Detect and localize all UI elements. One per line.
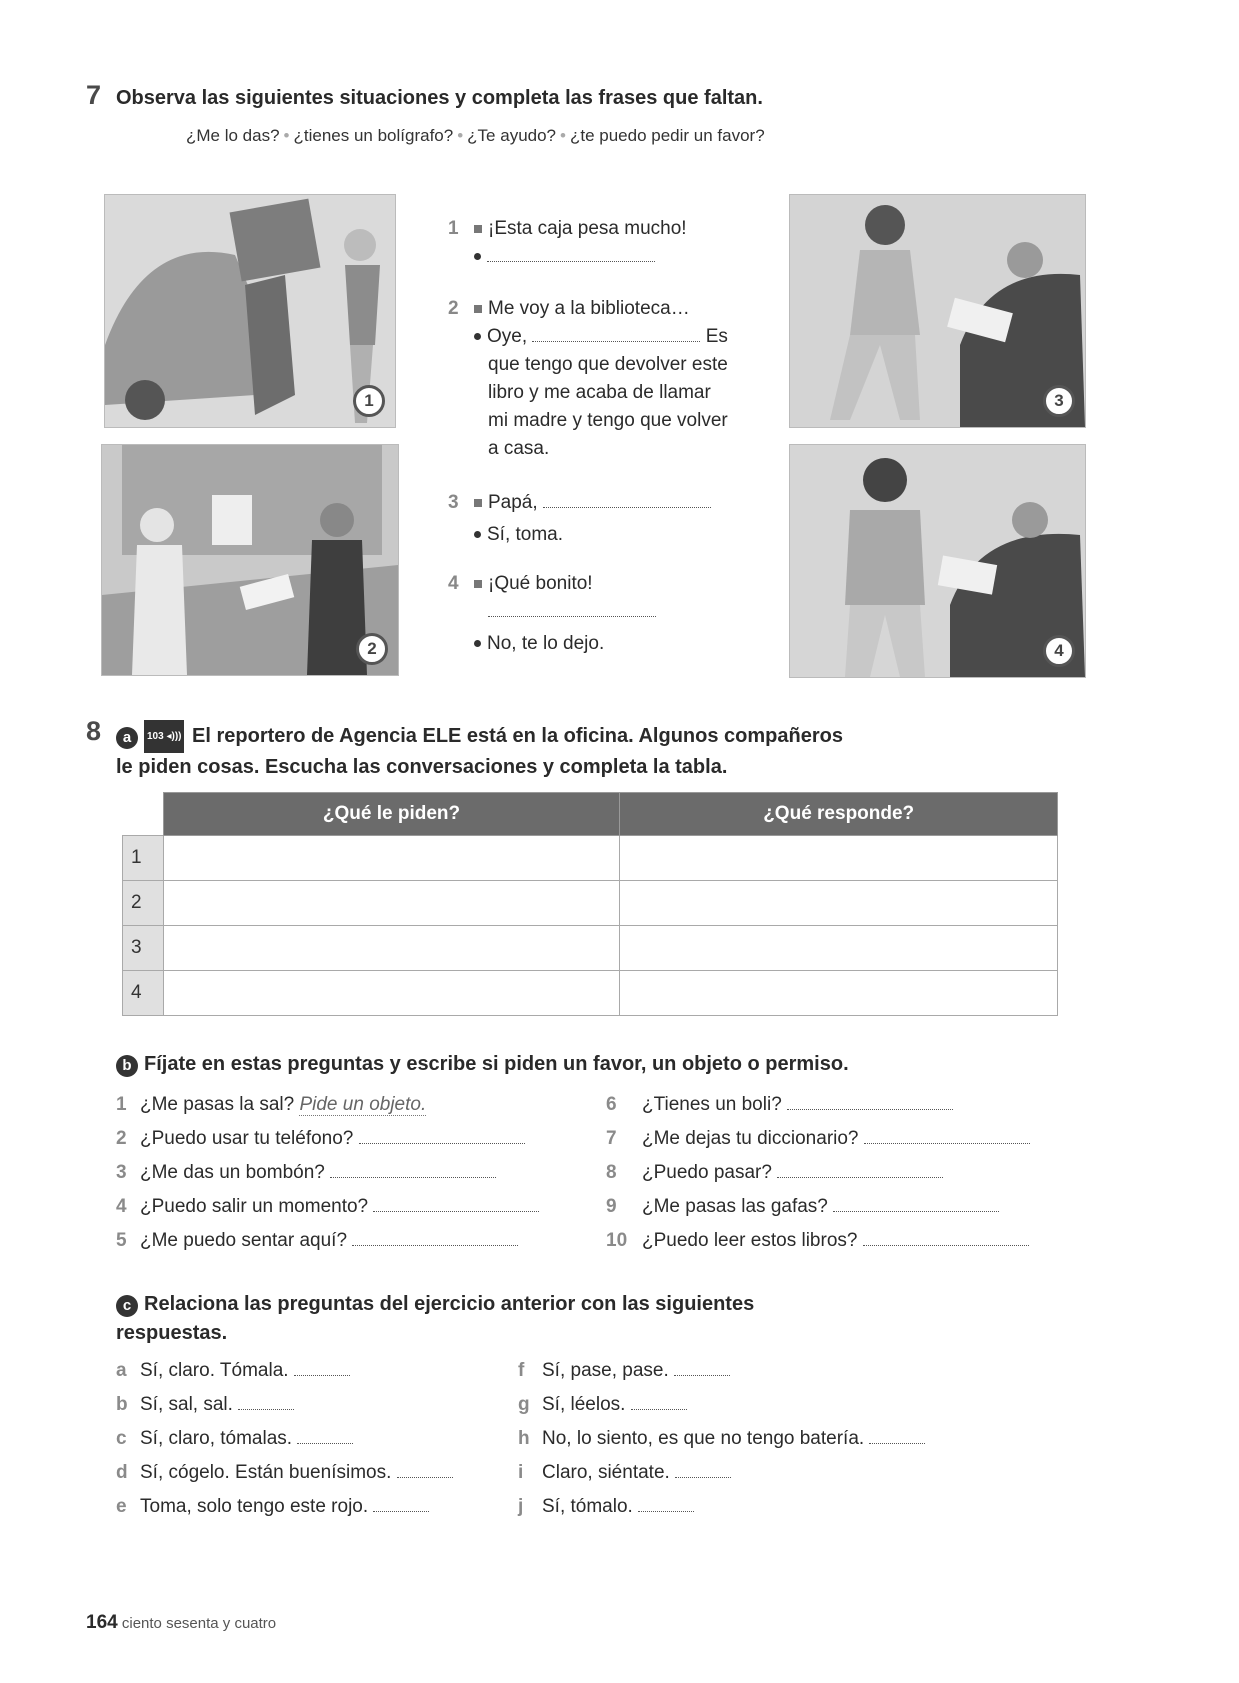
answer-blank[interactable] xyxy=(297,1442,353,1444)
responses-right xyxy=(518,1354,1078,1524)
table-cell-input[interactable] xyxy=(163,926,620,971)
part-b-letter: b xyxy=(116,1055,138,1077)
question-text: ¿Me dejas tu diccionario? xyxy=(642,1128,859,1149)
illustration-number-badge: 2 xyxy=(356,633,388,665)
answer-blank[interactable] xyxy=(869,1442,925,1444)
dialogue-number: 1 xyxy=(448,218,459,239)
table-cell-input[interactable] xyxy=(163,836,620,881)
page-number: 164 xyxy=(86,1612,118,1633)
instruction-text: Fíjate en estas preguntas y escribe si piden un favor, un objeto o permiso. xyxy=(144,1053,849,1075)
list-item: a Sí, claro. Tómala. xyxy=(116,1354,516,1388)
table-cell-input[interactable] xyxy=(620,926,1058,971)
answer-blank[interactable] xyxy=(833,1210,999,1212)
answer-blank[interactable] xyxy=(787,1108,953,1110)
question-text: ¿Puedo leer estos libros? xyxy=(642,1230,858,1251)
illustration-number-badge: 1 xyxy=(353,385,385,417)
exercise-8-number: 8 xyxy=(86,716,102,746)
answer-blank[interactable] xyxy=(638,1510,694,1512)
table-cell-input[interactable] xyxy=(620,836,1058,881)
instruction-line: El reportero de Agencia ELE está en la oficina. Algunos compañeros xyxy=(192,724,843,747)
answer-blank[interactable] xyxy=(294,1374,350,1376)
question-text: ¿Puedo salir un momento? xyxy=(140,1196,369,1217)
word-bank-item: ¿Te ayudo? xyxy=(467,126,557,145)
answer-blank[interactable] xyxy=(487,260,655,262)
list-item: 6 ¿Tienes un boli? xyxy=(606,1088,1106,1122)
list-item: 7 ¿Me dejas tu diccionario? xyxy=(606,1122,1106,1156)
question-text: ¿Puedo pasar? xyxy=(642,1162,772,1183)
answer-blank[interactable] xyxy=(864,1142,1030,1144)
word-bank-item: ¿te puedo pedir un favor? xyxy=(569,126,765,145)
list-item: f Sí, pase, pase. xyxy=(518,1354,1078,1388)
audio-icon[interactable]: 103 ◂))) xyxy=(144,720,184,753)
answer-blank[interactable] xyxy=(777,1176,943,1178)
response-text: Sí, tómalo. xyxy=(542,1496,633,1517)
table-row xyxy=(123,881,1058,926)
dialogue-number: 3 xyxy=(448,492,459,513)
dialogue-line: Sí, toma. xyxy=(487,524,564,545)
question-text: ¿Me pasas la sal? xyxy=(140,1094,295,1115)
dialogue-line: libro y me acaba de llamar xyxy=(488,382,711,403)
answer-blank[interactable] xyxy=(352,1244,518,1246)
illustration-4-asking-permission xyxy=(789,444,1086,678)
row-number: 4 xyxy=(123,971,164,1016)
list-item: 4 ¿Puedo salir un momento? xyxy=(116,1190,576,1224)
page-number-words: ciento sesenta y cuatro xyxy=(121,1615,277,1632)
dialogue-line: ¡Esta caja pesa mucho! xyxy=(488,218,687,239)
dialogue-line: Me voy a la biblioteca… xyxy=(488,298,690,319)
illustration-3-pen-request xyxy=(789,194,1086,428)
answer-blank[interactable] xyxy=(675,1476,731,1478)
answer-blank[interactable] xyxy=(373,1510,429,1512)
word-bank-item: ¿tienes un bolígrafo? xyxy=(293,126,454,145)
illustration-number-badge: 4 xyxy=(1043,635,1075,667)
instruction-line: respuestas. xyxy=(116,1322,228,1344)
example-answer: Pide un objeto. xyxy=(299,1094,427,1115)
response-text: Sí, sal, sal. xyxy=(140,1394,233,1415)
questions-right xyxy=(606,1088,1106,1258)
page-footer xyxy=(86,1612,276,1634)
response-text: Claro, siéntate. xyxy=(542,1462,670,1483)
exercise-8c-instruction xyxy=(116,1290,876,1348)
word-bank-item: ¿Me lo das? xyxy=(186,126,280,145)
dialogue-4 xyxy=(448,570,768,658)
question-text: ¿Tienes un boli? xyxy=(642,1094,782,1115)
illustration-2-library xyxy=(101,444,399,676)
list-item: 10 ¿Puedo leer estos libros? xyxy=(606,1224,1106,1258)
illustration-number-badge: 3 xyxy=(1043,385,1075,417)
list-item: i Claro, siéntate. xyxy=(518,1456,1078,1490)
dialogue-number: 2 xyxy=(448,298,459,319)
question-text: ¿Me puedo sentar aquí? xyxy=(140,1230,348,1251)
part-a-letter: a xyxy=(116,727,138,749)
part-c-letter: c xyxy=(116,1295,138,1317)
exercise-7-instruction: Observa las siguientes situaciones y completa las frases que faltan. xyxy=(116,87,763,109)
dialogue-line: No, te lo dejo. xyxy=(487,633,605,654)
dialogue-line: a casa. xyxy=(488,438,550,459)
exercise-8a-instruction xyxy=(116,720,916,782)
answer-blank[interactable] xyxy=(674,1374,730,1376)
dialogue-1 xyxy=(448,215,768,271)
responses-left xyxy=(116,1354,516,1524)
response-text: Sí, claro. Tómala. xyxy=(140,1360,289,1381)
dialogue-3 xyxy=(448,489,768,549)
response-text: Toma, solo tengo este rojo. xyxy=(140,1496,369,1517)
answer-blank[interactable] xyxy=(631,1408,687,1410)
list-item: d Sí, cógelo. Están buenísimos. xyxy=(116,1456,516,1490)
list-item: 9 ¿Me pasas las gafas? xyxy=(606,1190,1106,1224)
table-cell-input[interactable] xyxy=(163,881,620,926)
dialogue-line: Papá, xyxy=(488,492,538,513)
dialogue-line: ¡Qué bonito! xyxy=(488,573,593,594)
answer-blank[interactable] xyxy=(863,1244,1029,1246)
list-item: 8 ¿Puedo pasar? xyxy=(606,1156,1106,1190)
list-item: h No, lo siento, es que no tengo batería. xyxy=(518,1422,1078,1456)
exercise-7-number: 7 xyxy=(86,80,102,110)
response-text: No, lo siento, es que no tengo batería. xyxy=(542,1428,865,1449)
table-header: ¿Qué le piden? xyxy=(163,793,620,836)
row-number: 2 xyxy=(123,881,164,926)
dialogue-line: que tengo que devolver este xyxy=(488,354,728,375)
answer-blank[interactable] xyxy=(330,1176,496,1178)
question-text: ¿Me das un bombón? xyxy=(140,1162,325,1183)
questions-left xyxy=(116,1088,576,1258)
list-item: b Sí, sal, sal. xyxy=(116,1388,516,1422)
table-header: ¿Qué responde? xyxy=(620,793,1058,836)
illustration-1-box-lifting xyxy=(104,194,396,428)
list-item: 1 ¿Me pasas la sal? Pide un objeto. xyxy=(116,1094,427,1115)
response-table xyxy=(122,792,1058,1016)
table-row xyxy=(123,971,1058,1016)
list-item: j Sí, tómalo. xyxy=(518,1490,1078,1524)
answer-blank[interactable] xyxy=(397,1476,453,1478)
dialogue-2 xyxy=(448,295,768,463)
dialogue-line: mi madre y tengo que volver xyxy=(488,410,728,431)
list-item: 2 ¿Puedo usar tu teléfono? xyxy=(116,1122,576,1156)
word-bank: ¿Me lo das? • ¿tienes un bolígrafo? • ¿Te ayudo? • ¿te puedo pedir un favor? xyxy=(186,126,765,145)
list-item: c Sí, claro, tómalas. xyxy=(116,1422,516,1456)
response-text: Sí, cógelo. Están buenísimos. xyxy=(140,1462,392,1483)
question-text: ¿Puedo usar tu teléfono? xyxy=(140,1128,354,1149)
table-row xyxy=(123,926,1058,971)
response-text: Sí, pase, pase. xyxy=(542,1360,669,1381)
table-cell-input[interactable] xyxy=(163,971,620,1016)
list-item: e Toma, solo tengo este rojo. xyxy=(116,1490,516,1524)
dialogue-line: Oye, xyxy=(487,326,528,347)
answer-blank[interactable] xyxy=(373,1210,539,1212)
dialogue-number: 4 xyxy=(448,573,459,594)
answer-blank[interactable] xyxy=(238,1408,294,1410)
row-number: 1 xyxy=(123,836,164,881)
table-row xyxy=(123,836,1058,881)
answer-blank[interactable] xyxy=(488,615,656,617)
answer-blank[interactable] xyxy=(532,340,700,342)
exercise-8b-instruction xyxy=(116,1050,849,1079)
list-item: g Sí, léelos. xyxy=(518,1388,1078,1422)
list-item: 3 ¿Me das un bombón? xyxy=(116,1156,576,1190)
instruction-line: le piden cosas. Escucha las conversaciones y completa la tabla. xyxy=(116,756,728,778)
instruction-line: Relaciona las preguntas del ejercicio anterior con las siguientes xyxy=(144,1293,755,1315)
list-item: 5 ¿Me puedo sentar aquí? xyxy=(116,1224,576,1258)
answer-blank[interactable] xyxy=(359,1142,525,1144)
response-text: Sí, léelos. xyxy=(542,1394,626,1415)
answer-blank[interactable] xyxy=(543,506,711,508)
row-number: 3 xyxy=(123,926,164,971)
response-text: Sí, claro, tómalas. xyxy=(140,1428,293,1449)
table-cell-input[interactable] xyxy=(620,971,1058,1016)
table-cell-input[interactable] xyxy=(620,881,1058,926)
question-text: ¿Me pasas las gafas? xyxy=(642,1196,828,1217)
dialogue-line: Es xyxy=(705,326,728,347)
